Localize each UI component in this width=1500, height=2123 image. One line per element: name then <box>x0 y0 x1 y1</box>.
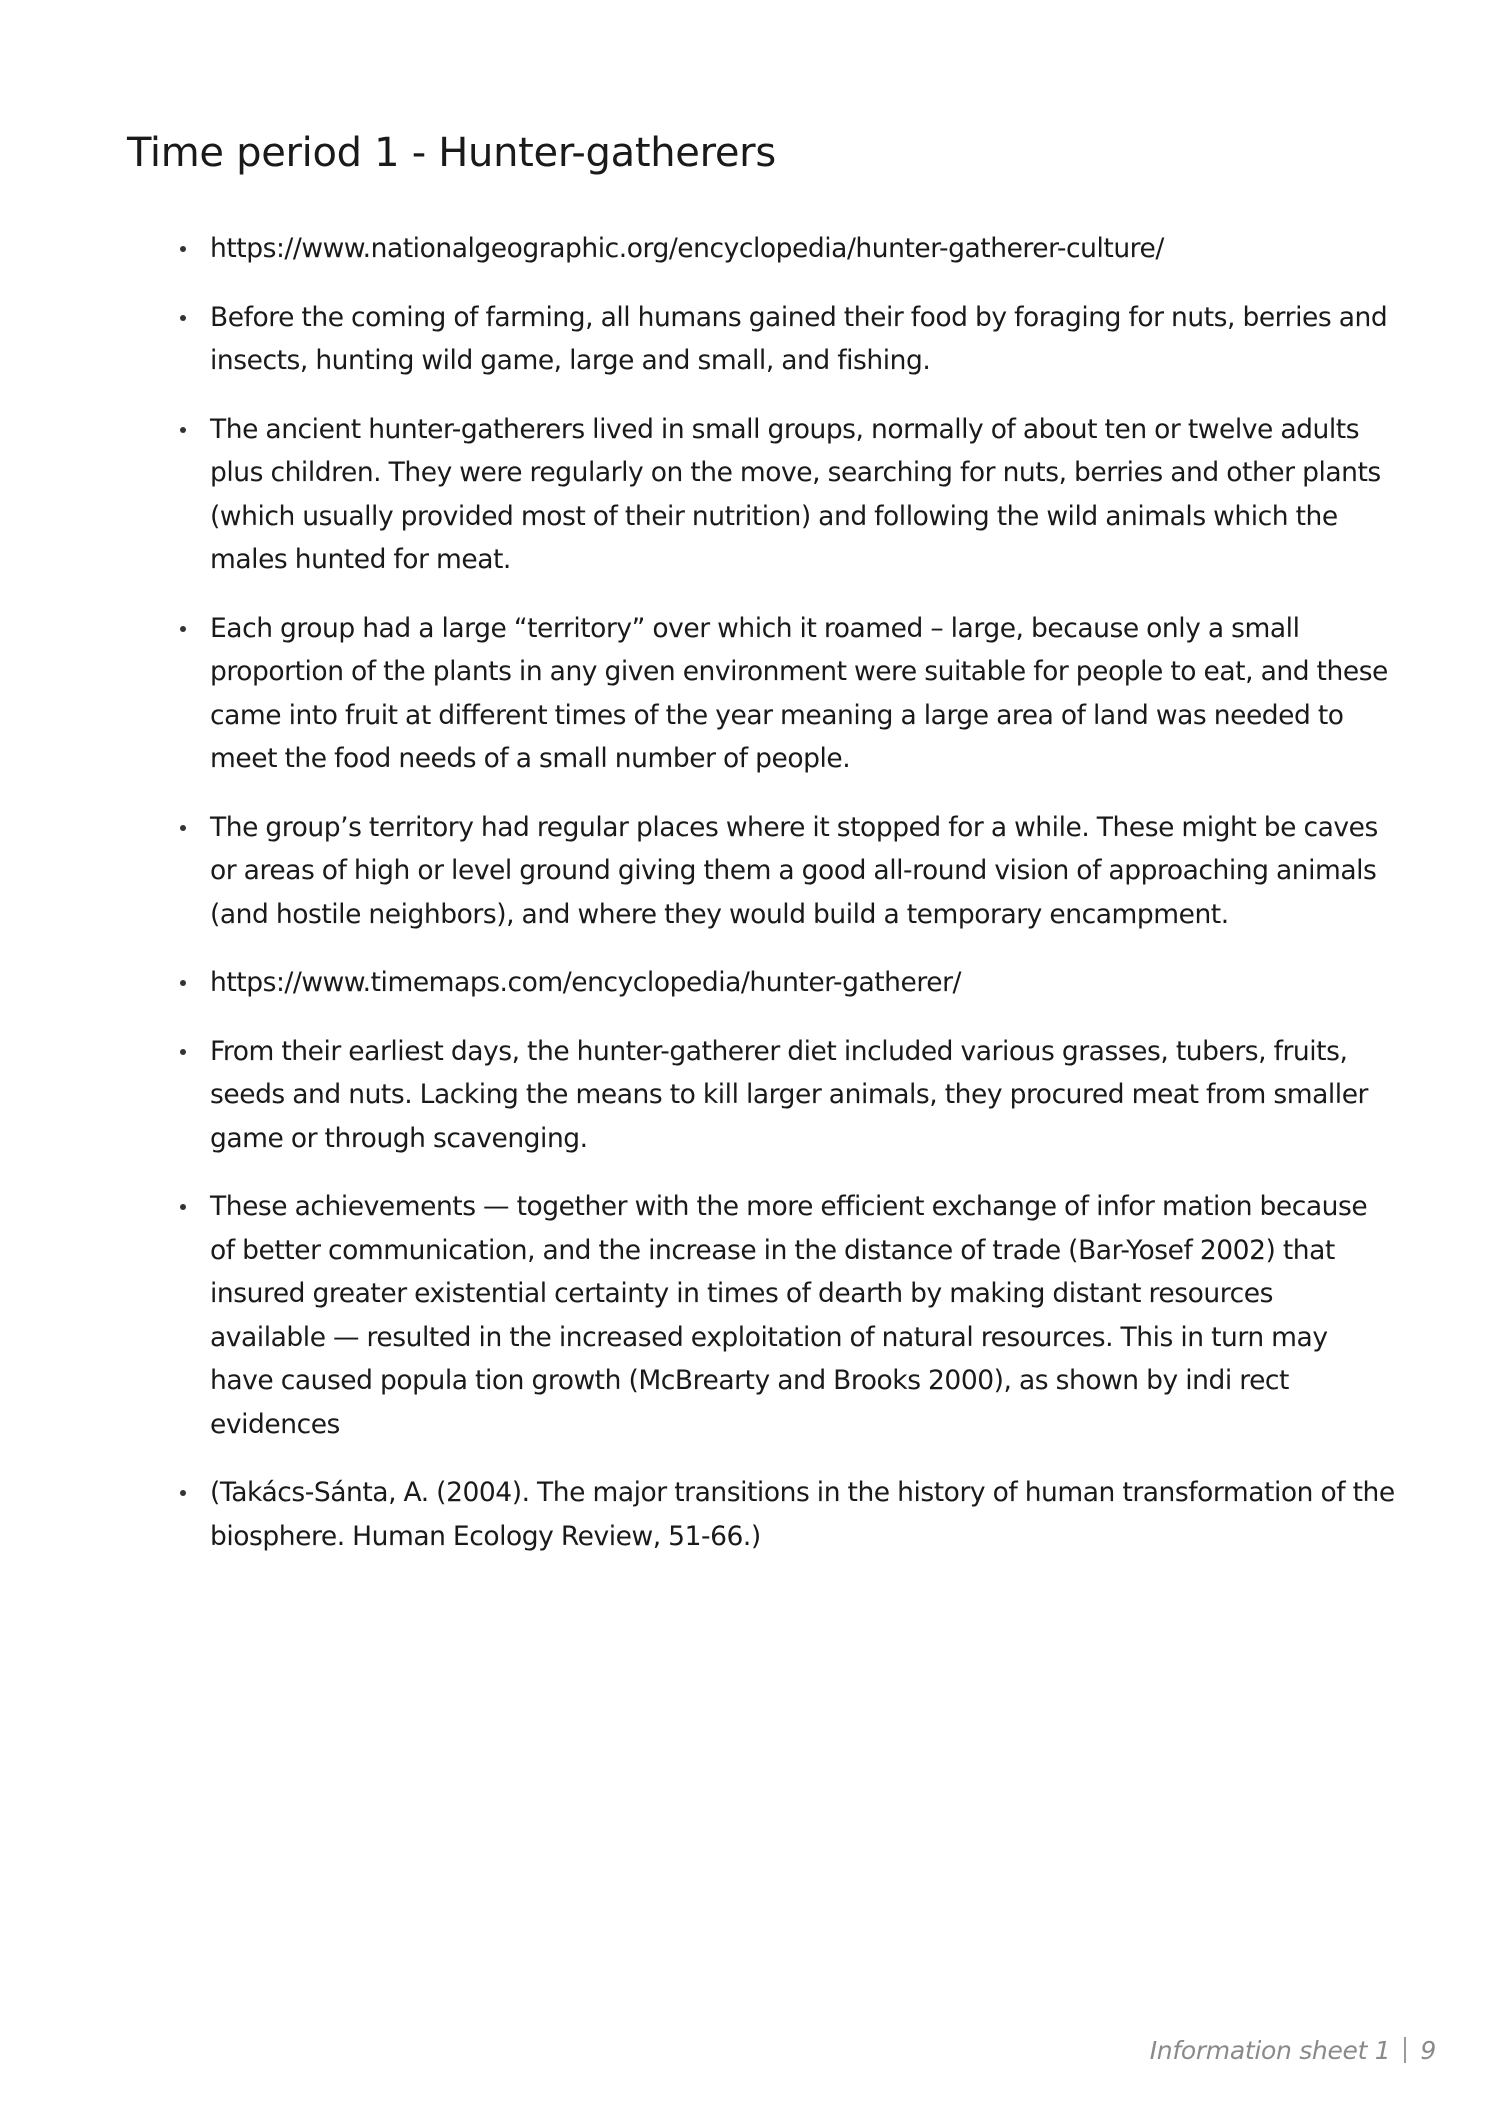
bullet-dot-icon <box>180 246 186 252</box>
bullet-text: (Takács-Sánta, A. (2004). The major transitions in the history of human transformation of the biosphere. Human Ecology Review, 51-66.) <box>210 1477 1395 1552</box>
bullet-list <box>180 227 1395 1583</box>
bullet-text: These achievements — together with the more efficient exchange of infor mation because of better communication, and the increase in the distance of trade (Bar-Yosef 2002) that insured greater existential certainty in times of dearth by making distant resources available — resulted in the increased exploitation of natural resources. This in turn may have caused popula tion growth (McBrearty and Brooks 2000), as shown by indi rect evidences <box>210 1191 1368 1440</box>
bullet-text: The group’s territory had regular places where it stopped for a while. These might be caves or areas of high or level ground giving them a good all-round vision of approaching animals (and hostile neighbors), and where they would build a temporary encampment. <box>210 811 1378 930</box>
bullet-dot-icon <box>180 315 186 321</box>
bullet-text: Each group had a large “territory” over which it roamed – large, because only a small proportion of the plants in any given environment were suitable for people to eat, and these came into fruit at different times of the year meaning a large area of land was needed to meet the food needs of a small number of people. <box>210 612 1388 774</box>
list-item <box>180 296 1395 383</box>
list-item <box>180 408 1395 582</box>
list-item <box>180 1185 1395 1446</box>
bullet-text: The ancient hunter-gatherers lived in small groups, normally of about ten or twelve adults plus children. They were regularly on the move, searching for nuts, berries and other plants (which usually provided most of their nutrition) and following the wild animals which the males hunted for meat. <box>210 413 1381 575</box>
bullet-dot-icon <box>180 1490 186 1496</box>
bullet-dot-icon <box>180 825 186 831</box>
list-item <box>180 961 1395 1005</box>
list-item <box>180 607 1395 781</box>
bullet-text: Before the coming of farming, all humans gained their food by foraging for nuts, berries and insects, hunting wild game, large and small, and fishing. <box>210 301 1388 376</box>
footer-separator <box>1404 2037 1406 2063</box>
list-item <box>180 1471 1395 1558</box>
page-number: 9 <box>1420 2036 1436 2065</box>
footer-label: Information sheet 1 <box>1149 2036 1391 2065</box>
bullet-dot-icon <box>180 427 186 433</box>
bullet-dot-icon <box>180 1204 186 1210</box>
bullet-text: https://www.timemaps.com/encyclopedia/hunter-gatherer/ <box>210 967 962 998</box>
page-footer <box>1150 2035 1436 2067</box>
bullet-text: https://www.nationalgeographic.org/encyclopedia/hunter-gatherer-culture/ <box>210 233 1164 264</box>
bullet-dot-icon <box>180 626 186 632</box>
bullet-text: From their earliest days, the hunter-gatherer diet included various grasses, tubers, fruits, seeds and nuts. Lacking the means to kill larger animals, they procured meat from smaller game or through scavenging. <box>210 1035 1368 1154</box>
list-item <box>180 1030 1395 1161</box>
bullet-dot-icon <box>180 1049 186 1055</box>
page-title: Time period 1 - Hunter-gatherers <box>127 130 776 176</box>
list-item <box>180 227 1395 271</box>
bullet-dot-icon <box>180 980 186 986</box>
list-item <box>180 806 1395 937</box>
